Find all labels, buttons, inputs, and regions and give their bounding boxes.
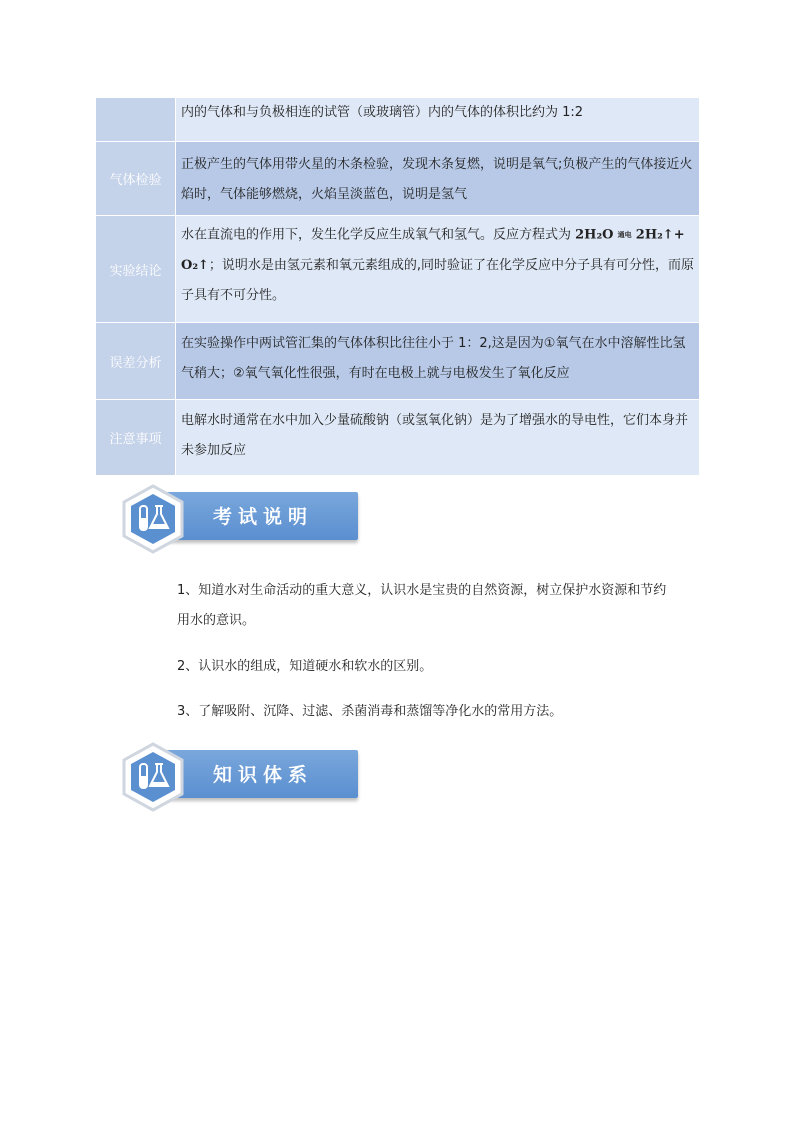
- exam-section-banner: [118, 484, 360, 554]
- conclusion-text-pre: 水在直流电的作用下，发生化学反应生成氧气和氢气。反应方程式为: [181, 227, 576, 243]
- flask-icon: [118, 484, 188, 554]
- row-text: 电解水时通常在水中加入少量硫酸钠（或氢氧化钠）是为了增强水的导电性，它们本身并未参加反应: [176, 400, 700, 476]
- table-row: [96, 400, 700, 476]
- row-label: 注意事项: [96, 400, 176, 476]
- row-text: 内的气体和与负极相连的试管（或玻璃管）内的气体的体积比约为 1:2: [176, 98, 700, 142]
- table-row: [96, 98, 700, 142]
- conclusion-text-post: ；说明水是由氢元素和氧元素组成的,同时验证了在化学反应中分子具有可分性，而原子具有不可分性。: [181, 257, 695, 303]
- table-row: [96, 323, 700, 400]
- knowledge-section-banner: [118, 742, 360, 812]
- equation-right: 2H₂↑+ O₂↑: [181, 227, 685, 273]
- knowledge-section-title: 知识体系: [213, 764, 314, 786]
- row-label: 实验结论: [96, 216, 176, 323]
- row-label: 气体检验: [96, 142, 176, 216]
- equation-condition: 通电: [617, 231, 632, 239]
- exam-item-2: 2、认识水的组成，知道硬水和软水的区别。: [177, 659, 433, 674]
- row-label: 误差分析: [96, 323, 176, 400]
- experiment-table: [95, 97, 700, 476]
- table-row: [96, 142, 700, 216]
- row-text: [176, 216, 700, 323]
- table-row: [96, 216, 700, 323]
- exam-item-3: 3、了解吸附、沉降、过滤、杀菌消毒和蒸馏等净化水的常用方法。: [177, 704, 563, 719]
- row-text: 正极产生的气体用带火星的木条检验，发现木条复燃，说明是氧气;负极产生的气体接近火焰时，气体能够燃烧，火焰呈淡蓝色，说明是氢气: [176, 142, 700, 216]
- row-label: [96, 98, 176, 142]
- equation-left: 2H₂O: [575, 227, 614, 243]
- exam-section-title: 考试说明: [213, 506, 314, 528]
- row-text: 在实验操作中两试管汇集的气体体积比往往小于 1：2,这是因为①氧气在水中溶解性比氢气稍大；②氧气氧化性很强，有时在电极上就与电极发生了氧化反应: [176, 323, 700, 400]
- flask-icon: [118, 742, 188, 812]
- exam-item-1: 1、知道水对生命活动的重大意义，认识水是宝贵的自然资源，树立保护水资源和节约用水的意识。: [177, 583, 667, 628]
